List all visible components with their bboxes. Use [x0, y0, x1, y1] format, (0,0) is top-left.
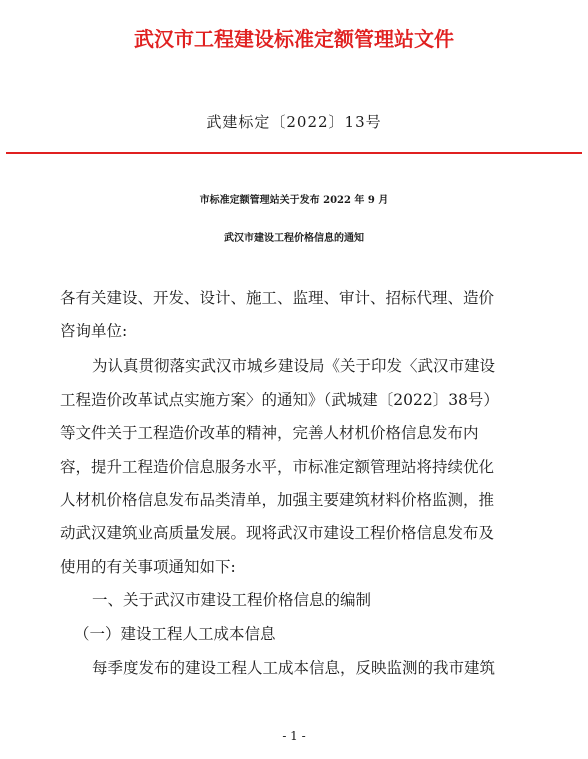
paragraph-line: 人材机价格信息发布品类清单，加强主要建筑材料价格监测，推 — [60, 491, 495, 509]
paragraph-line: 工程造价改革试点实施方案〉的通知》（武城建〔2022〕38号） — [60, 391, 499, 409]
page-number: - 1 - — [282, 729, 306, 743]
paragraph-line: 每季度发布的建设工程人工成本信息，反映监测的我市建筑 — [92, 659, 496, 677]
paragraph-line: 为认真贯彻落实武汉市城乡建设局《关于印发〈武汉市建设 — [92, 357, 496, 375]
notice-title-line-2: 武汉市建设工程价格信息的通知 — [224, 233, 364, 244]
addressee-line-2: 咨询单位: — [60, 322, 128, 340]
red-divider-line — [6, 152, 582, 154]
addressee-line-1: 各有关建设、开发、设计、施工、监理、审计、招标代理、造价 — [60, 289, 495, 307]
document-header-title: 武汉市工程建设标准定额管理站文件 — [134, 27, 454, 51]
section-heading-2: （一）建设工程人工成本信息 — [74, 625, 276, 643]
document-number: 武建标定〔2022〕13号 — [206, 113, 382, 131]
paragraph-line: 动武汉建筑业高质量发展。现将武汉市建设工程价格信息发布及 — [60, 524, 495, 542]
section-heading-1: 一、关于武汉市建设工程价格信息的编制 — [92, 591, 372, 609]
notice-title-line-1: 市标准定额管理站关于发布 2022 年 9 月 — [199, 195, 389, 206]
paragraph-line: 使用的有关事项通知如下: — [60, 558, 236, 576]
paragraph-line: 容，提升工程造价信息服务水平，市标准定额管理站将持续优化 — [60, 458, 495, 476]
paragraph-line: 等文件关于工程造价改革的精神，完善人材机价格信息发布内 — [60, 424, 479, 442]
